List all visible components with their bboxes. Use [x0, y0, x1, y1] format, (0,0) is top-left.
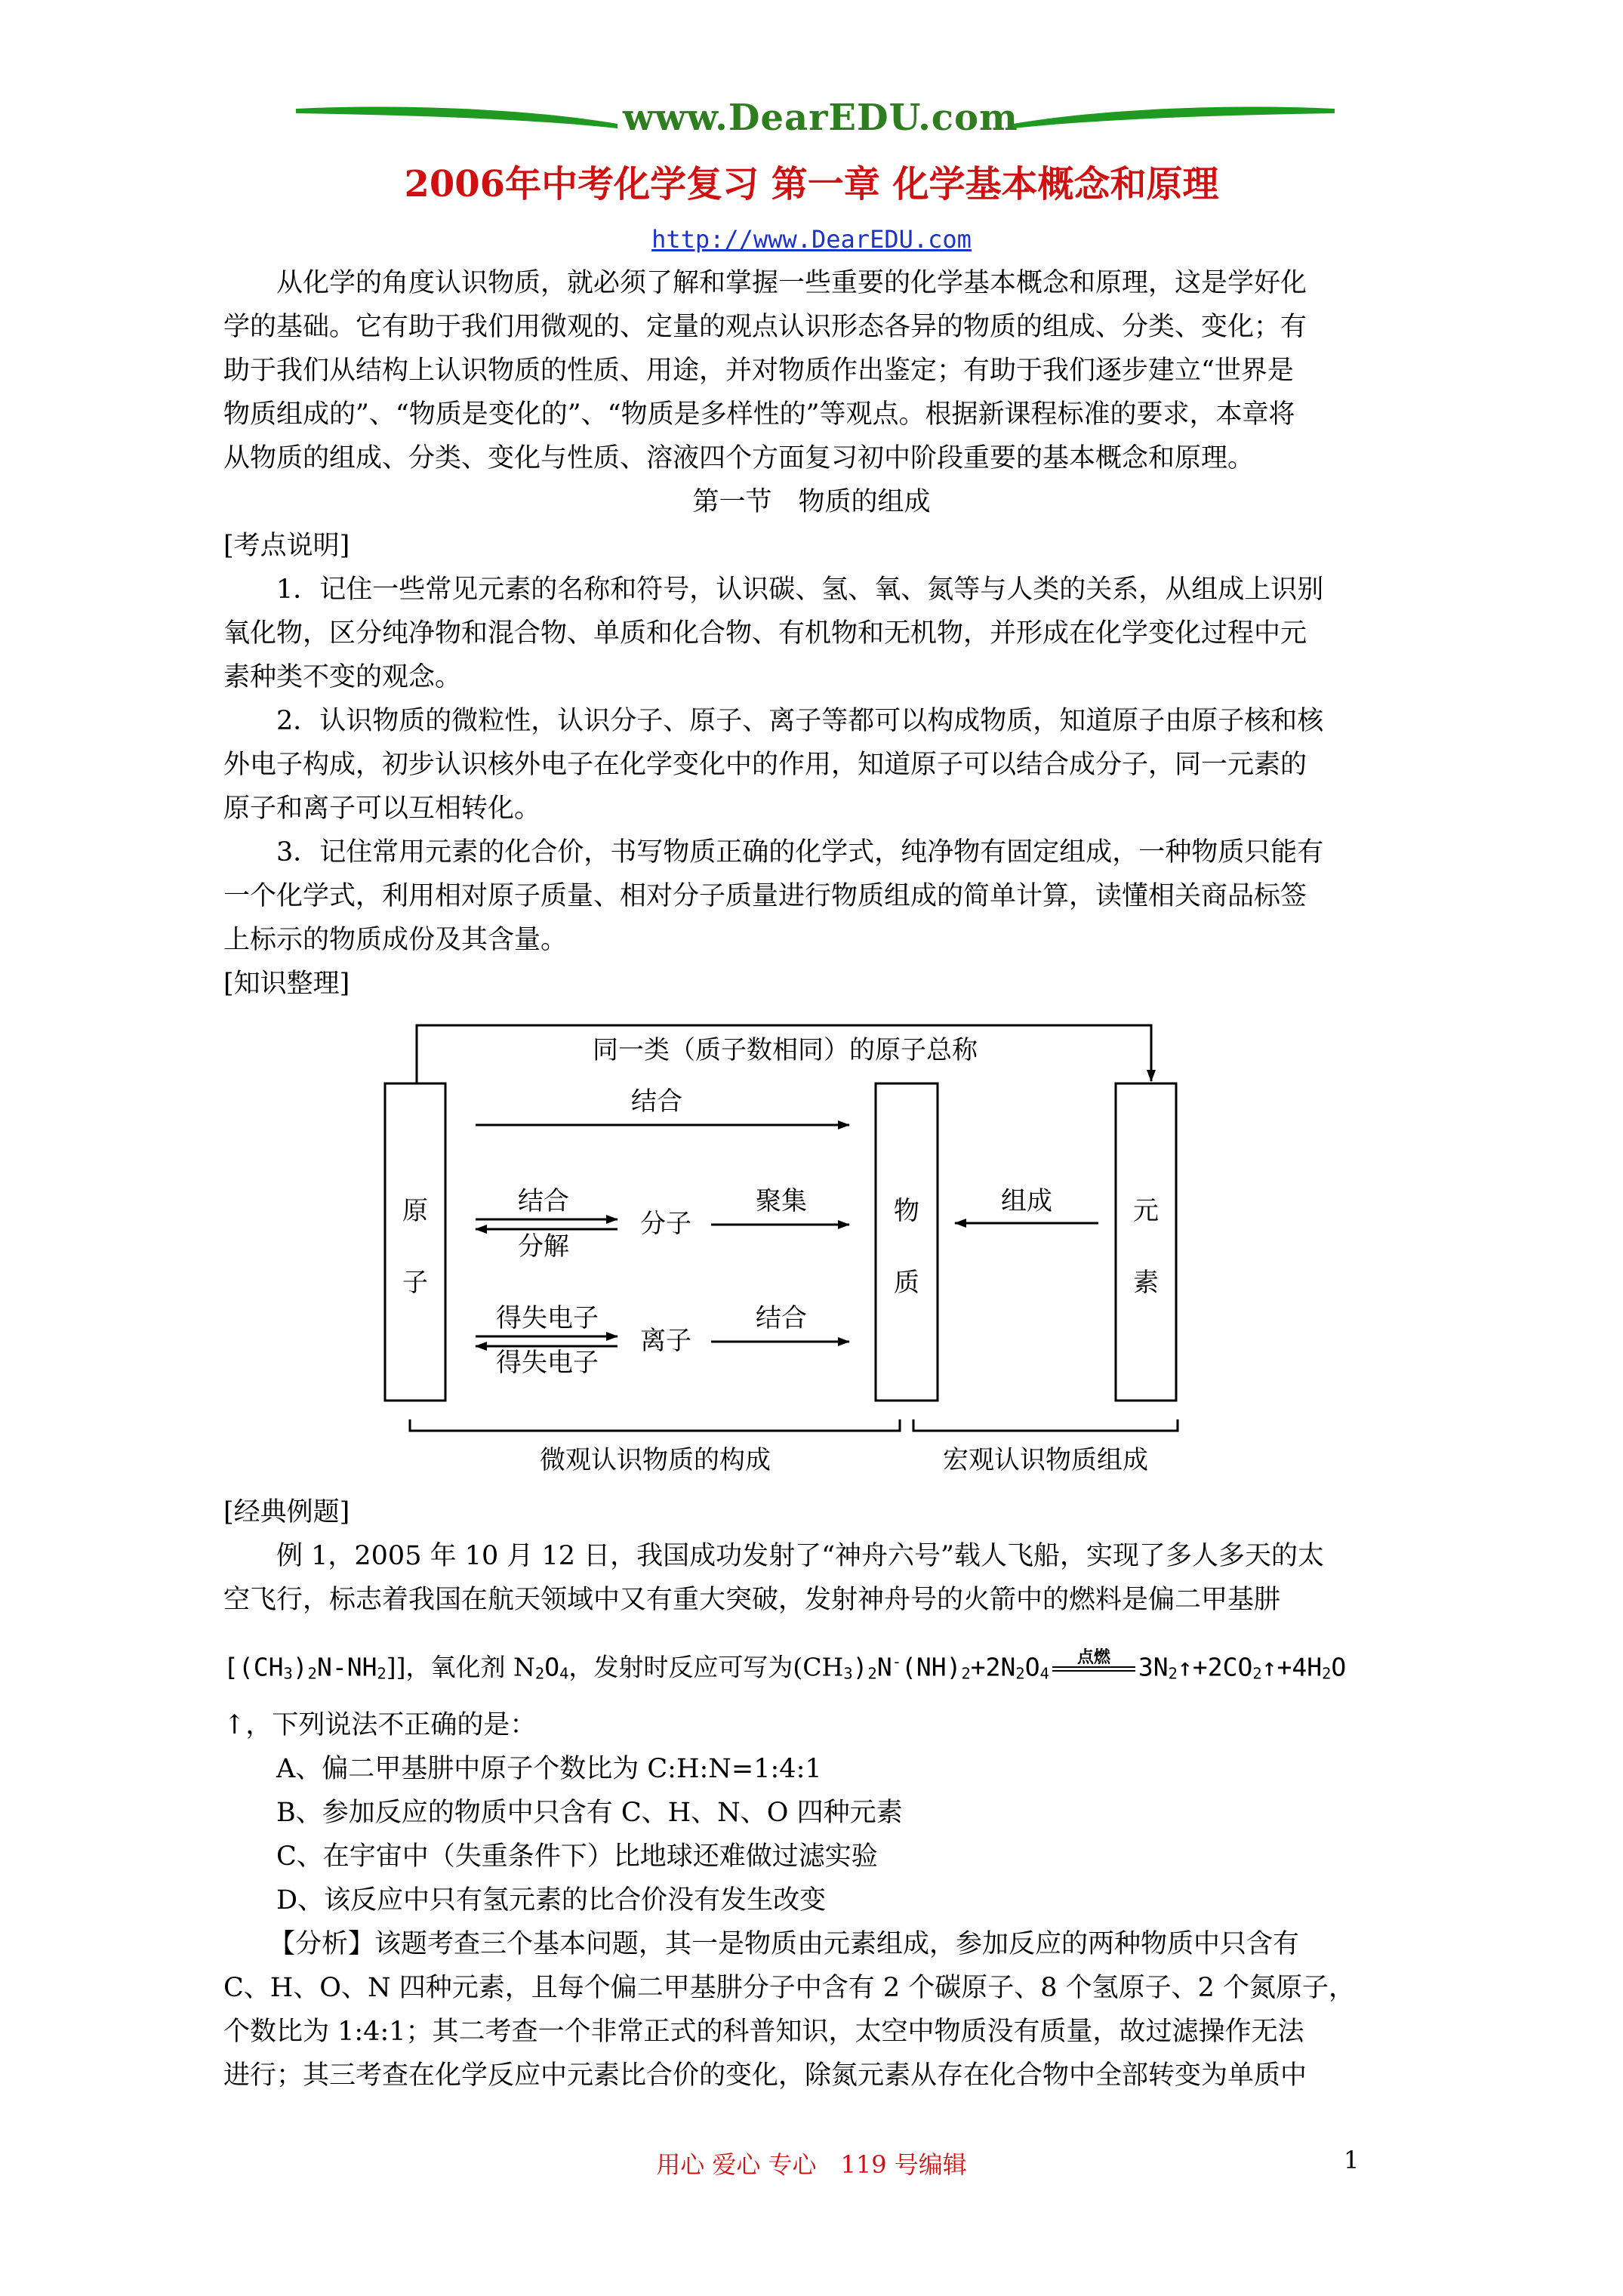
exam-point-line: 2．认识物质的微粒性，认识分子、原子、离子等都可以构成物质，知道原子由原子核和核: [276, 706, 1324, 736]
knowledge-heading: [知识整理]: [223, 969, 350, 999]
element-label-2: 素: [1133, 1268, 1159, 1298]
analysis-line: 【分析】该题考查三个基本问题，其一是物质由元素组成，参加反应的两种物质中只含有: [269, 1929, 1300, 1959]
formula-sub: 2: [1015, 1664, 1025, 1683]
formula-sub: 2: [867, 1664, 877, 1683]
exam-point-line: 氧化物，区分纯净物和混合物、单质和化合物、有机物和无机物，并形成在化学变化过程中元: [223, 618, 1307, 649]
option-b: B、参加反应的物质中只含有 C、H、N、O 四种元素: [276, 1798, 903, 1828]
intro-line: 助于我们从结构上认识物质的性质、用途，并对物质作出鉴定；有助于我们逐步建立“世界是: [223, 356, 1294, 386]
example-line: 空飞行，标志着我国在航天领域中又有重大突破，发射神舟号的火箭中的燃料是偏二甲基肼: [223, 1585, 1281, 1615]
example-line: ↑，下列说法不正确的是：: [223, 1710, 537, 1740]
matter-label-1: 物: [894, 1196, 919, 1226]
formula-part: ): [852, 1652, 868, 1682]
formula-part: (NH): [901, 1652, 962, 1682]
formula-sup: -: [892, 1653, 901, 1671]
matter-box: [876, 1083, 938, 1401]
formula-part: O: [1024, 1652, 1040, 1682]
exam-point-line: 素种类不变的观念。: [223, 662, 462, 692]
reaction-condition: [1052, 1647, 1135, 1680]
formula-part: +2N: [970, 1652, 1016, 1682]
concept-diagram: [377, 1012, 1246, 1495]
formula-part: O: [544, 1652, 560, 1682]
formula-sub: 3: [843, 1664, 853, 1683]
formula-sub: 4: [559, 1664, 569, 1683]
formula-part: ]]，氧化剂 N: [386, 1652, 535, 1682]
exam-point-line: 外电子构成，初步认识核外电子在化学变化中的作用，知道原子可以结合成分子，同一元素的: [223, 750, 1307, 780]
formula-sub: 2: [307, 1664, 317, 1683]
combine-ion-label: 结合: [756, 1303, 807, 1333]
macro-bracket: [913, 1419, 1178, 1431]
micro-label: 微观认识物质的构成: [540, 1445, 771, 1475]
formula-sub: 2: [377, 1664, 387, 1683]
atom-label-1: 原: [402, 1196, 428, 1226]
compose-label: 组成: [1001, 1186, 1052, 1216]
atom-label-2: 子: [402, 1268, 428, 1298]
formula-part: 3N: [1138, 1652, 1169, 1682]
condition-line: [1052, 1670, 1135, 1672]
combine-top-label: 结合: [631, 1086, 682, 1117]
macro-label: 宏观认识物质组成: [943, 1445, 1148, 1475]
reaction-formula: [223, 1644, 1346, 1690]
intro-line: 学的基础。它有助于我们用微观的、定量的观点认识形态各异的物质的组成、分类、变化；有: [223, 312, 1307, 342]
element-box: [1116, 1083, 1176, 1401]
exam-point-line: 上标示的物质成份及其含量。: [223, 925, 568, 955]
molecule-label: 分子: [640, 1209, 691, 1239]
formula-part: [(CH: [223, 1652, 284, 1682]
example-heading: [经典例题]: [223, 1497, 350, 1527]
atom-box: [385, 1083, 445, 1401]
page-number: 1: [1344, 2146, 1360, 2174]
formula-sub: 4: [1039, 1664, 1049, 1683]
top-label: 同一类（质子数相同）的原子总称: [593, 1035, 978, 1065]
formula-part: O: [1331, 1652, 1347, 1682]
exam-point-line: 3．记住常用元素的化合价，书写物质正确的化学式，纯净物有固定组成，一种物质只能有: [276, 837, 1324, 868]
analysis-line: C、H、O、N 四种元素，且每个偏二甲基肼分子中含有 2 个碳原子、8 个氢原子、2 个氮原子，: [223, 1973, 1356, 2003]
combine-molecule-label: 结合: [518, 1186, 569, 1216]
intro-line: 从物质的组成、分类、变化与性质、溶液四个方面复习初中阶段重要的基本概念和原理。: [223, 443, 1255, 473]
exam-point-line: 1．记住一些常见元素的名称和符号，认识碳、氢、氧、氮等与人类的关系，从组成上识别: [276, 575, 1324, 605]
footer-text: 用心 爱心 专心 119 号编辑: [656, 2150, 967, 2179]
formula-sub: 2: [1168, 1664, 1178, 1683]
ion-label: 离子: [640, 1326, 691, 1356]
option-a: A、偏二甲基肼中原子个数比为 C:H:N=1:4:1: [276, 1754, 822, 1784]
document-title: 2006年中考化学复习 第一章 化学基本概念和原理: [404, 163, 1219, 205]
logo-swoosh-right: [1012, 101, 1336, 131]
example-line: 例 1，2005 年 10 月 12 日，我国成功发射了“神舟六号”载人飞船，实现了多人多天的太: [276, 1541, 1324, 1571]
condition-label: 点燃: [1076, 1647, 1110, 1667]
gather-label: 聚集: [756, 1186, 807, 1216]
formula-sub: 2: [1252, 1664, 1262, 1683]
exam-point-line: 一个化学式，利用相对原子质量、相对分子质量进行物质组成的简单计算，读懂相关商品标签: [223, 881, 1307, 911]
formula-sub: 2: [961, 1664, 971, 1683]
intro-line: 物质组成的”、“物质是变化的”、“物质是多样性的”等观点。根据新课程标准的要求，本章将: [223, 399, 1295, 430]
element-label-1: 元: [1133, 1196, 1159, 1226]
exam-point-line: 原子和离子可以互相转化。: [223, 794, 541, 824]
source-link[interactable]: http://www.DearEDU.com: [651, 225, 972, 254]
option-c: C、在宇宙中（失重条件下）比地球还难做过滤实验: [276, 1841, 878, 1872]
logo-banner: [294, 97, 1336, 142]
exam-heading: [考点说明]: [223, 531, 350, 561]
formula-part: ↑+2CO: [1177, 1652, 1253, 1682]
micro-bracket: [410, 1419, 900, 1431]
logo-text: www.DearEDU.com: [623, 97, 1018, 139]
formula-sub: 2: [534, 1664, 545, 1683]
formula-sub: 3: [283, 1664, 293, 1683]
formula-part: ): [292, 1652, 308, 1682]
formula-part: N-NH: [316, 1652, 377, 1682]
condition-line: [1052, 1666, 1135, 1668]
section-title: 第一节 物质的组成: [692, 487, 931, 517]
analysis-line: 个数比为 1:4:1；其二考查一个非常正式的科普知识，太空中物质没有质量，故过滤操作无法: [223, 2017, 1304, 2047]
analysis-line: 进行；其三考查在化学反应中元素比合价的变化，除氮元素从存在化合物中全部转变为单质中: [223, 2060, 1307, 2091]
formula-part: ，发射时反应可写为(CH: [568, 1652, 844, 1682]
gain-lose-top-label: 得失电子: [496, 1303, 599, 1333]
formula-part: N: [876, 1652, 892, 1682]
decompose-label: 分解: [518, 1231, 569, 1262]
intro-line: 从化学的角度认识物质，就必须了解和掌握一些重要的化学基本概念和原理，这是学好化: [276, 268, 1307, 298]
matter-label-2: 质: [894, 1268, 919, 1298]
gain-lose-bottom-label: 得失电子: [496, 1348, 599, 1378]
formula-part: ↑+4H: [1261, 1652, 1323, 1682]
option-d: D、该反应中只有氢元素的比合价没有发生改变: [276, 1885, 827, 1915]
logo-swoosh-left: [294, 101, 619, 131]
formula-sub: 2: [1322, 1664, 1332, 1683]
